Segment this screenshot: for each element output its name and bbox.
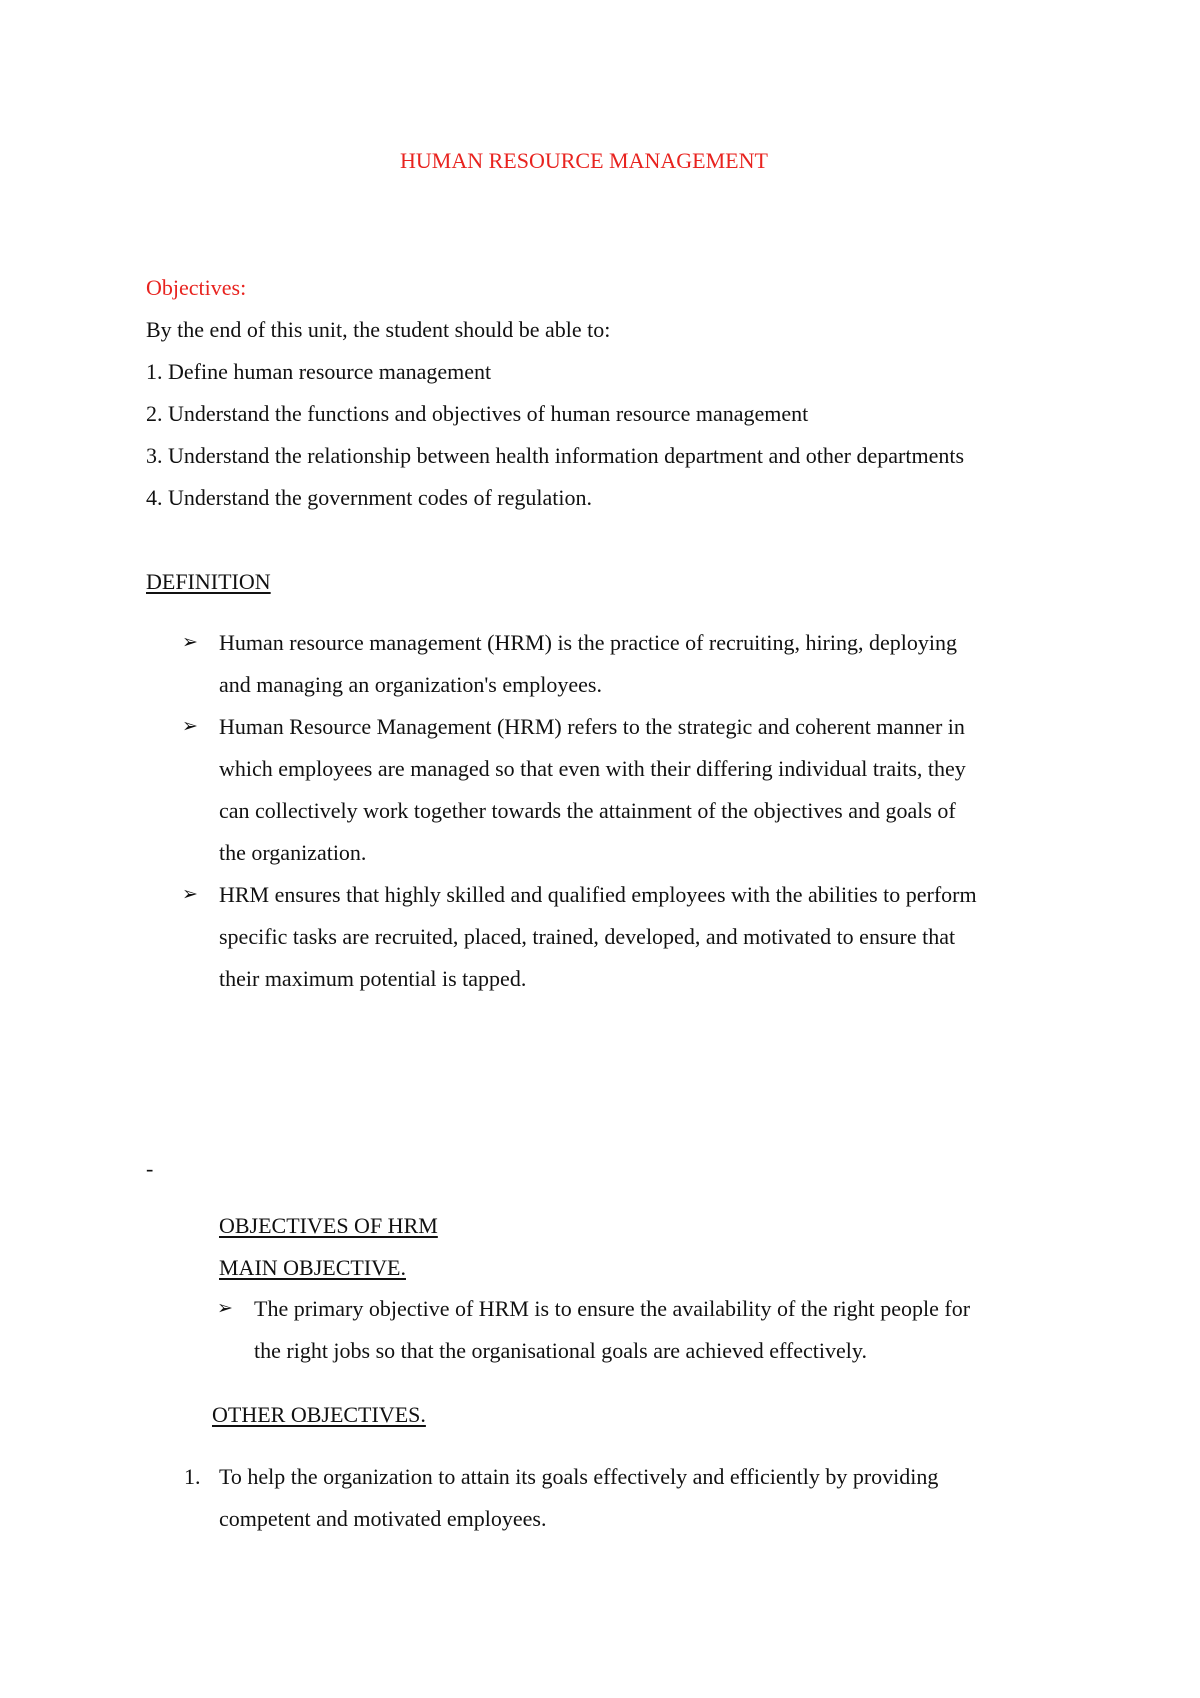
other-objectives-heading: OTHER OBJECTIVES.: [212, 1402, 426, 1427]
definition-line: specific tasks are recruited, placed, trained, developed, and motivated to ensure that: [219, 924, 956, 949]
objectives-of-hrm-heading: OBJECTIVES OF HRM: [219, 1213, 438, 1238]
bullet-arrow-icon: ➢: [182, 631, 198, 653]
definition-line: their maximum potential is tapped.: [219, 966, 527, 991]
other-objective-number: 1.: [184, 1464, 201, 1489]
other-objective-line: competent and motivated employees.: [219, 1506, 547, 1531]
definition-line: can collectively work together towards the attainment of the objectives and goals of: [219, 798, 956, 823]
objective-item: 4. Understand the government codes of regulation.: [146, 485, 592, 510]
definition-line: the organization.: [219, 840, 367, 865]
definition-line: and managing an organization's employees.: [219, 672, 602, 697]
other-objective-line: To help the organization to attain its goals effectively and efficiently by providing: [219, 1464, 939, 1489]
objective-item: 2. Understand the functions and objectives of human resource management: [146, 401, 809, 426]
bullet-arrow-icon: ➢: [182, 883, 198, 905]
bullet-arrow-icon: ➢: [217, 1297, 233, 1319]
bullet-arrow-icon: ➢: [182, 715, 198, 737]
objectives-intro: By the end of this unit, the student should be able to:: [146, 317, 611, 342]
page-title: HUMAN RESOURCE MANAGEMENT: [400, 148, 768, 173]
objective-item: 1. Define human resource management: [146, 359, 492, 384]
main-objective-heading: MAIN OBJECTIVE.: [219, 1255, 406, 1280]
definition-line: which employees are managed so that even with their differing individual traits, they: [219, 756, 966, 781]
main-objective-line: The primary objective of HRM is to ensure the availability of the right people for: [254, 1296, 971, 1321]
definition-line: Human resource management (HRM) is the practice of recruiting, hiring, deploying: [219, 630, 957, 655]
objectives-heading: Objectives:: [146, 275, 247, 300]
definition-heading: DEFINITION: [146, 569, 271, 594]
definition-line: Human Resource Management (HRM) refers to the strategic and coherent manner in: [219, 714, 965, 739]
dash-mark: -: [146, 1156, 154, 1181]
main-objective-line: the right jobs so that the organisational goals are achieved effectively.: [254, 1338, 867, 1363]
objective-item: 3. Understand the relationship between health information department and other departments: [146, 443, 965, 468]
definition-line: HRM ensures that highly skilled and qualified employees with the abilities to perform: [219, 882, 977, 907]
